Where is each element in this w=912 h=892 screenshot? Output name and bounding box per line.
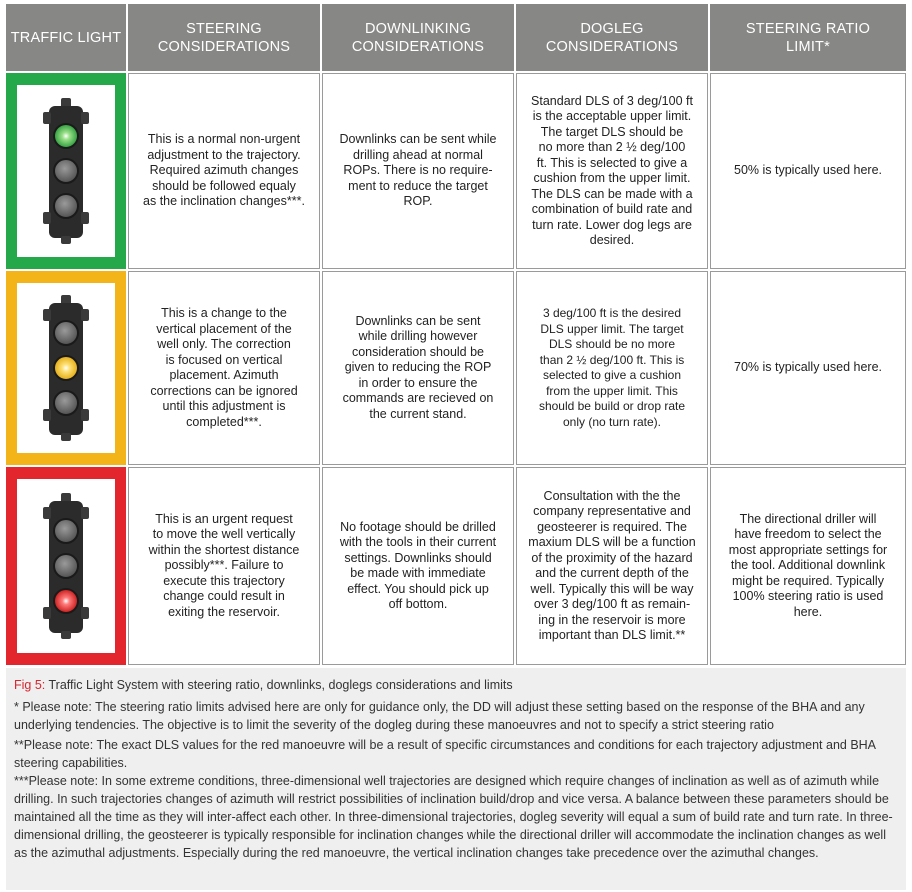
traffic-light-yellow-icon [41, 293, 91, 443]
row1-downlinking [322, 73, 514, 269]
row1-steering-text: This is a normal non-urgent adjustment to the trajectory. Required azimuth changes should be followed equaly as the inclination changes***. [143, 132, 305, 209]
row2-downlinking [322, 271, 514, 465]
note-steering-ratio: * Please note: The steering ratio limits advised here are only for guidance only, the DD will adjust these setting based on the response of the BHA and any underlying tendencies. The objective is to limit the severity of the dogleg during these manoeuvres and not to specify a strict steering ratio [14, 700, 865, 732]
header-downlinking-text: DOWNLINKING CONSIDERATIONS [351, 20, 485, 55]
traffic-light-frame [17, 283, 115, 453]
row3-dogleg [516, 467, 708, 665]
figure-caption [14, 678, 513, 692]
row3-steering [128, 467, 320, 665]
header-dogleg [516, 4, 708, 71]
row3-ratio-text: The directional driller will have freedom to select the most appropriate settings for the tool. Additional downlink might be required. Typically 100% steering ratio is used here. [728, 511, 888, 619]
row2-downlinking-text: Downlinks can be sent while drilling however consideration should be given to reducing the ROP in order to ensure the commands are recieved on the current stand. [342, 313, 494, 421]
row1-downlinking-text: Downlinks can be sent while drilling ahead at normal ROPs. There is no require- ment to reduce the target ROP. [339, 132, 497, 209]
traffic-light-red-icon [41, 491, 91, 641]
traffic-light-cell-red [6, 467, 126, 665]
row3-dogleg-text: Consultation with the the company representative and geosteerer is required. The maxium DLS will be a function of the proximity of the hazard and the current depth of the well. Typically this will be way over 3 deg/100 ft as remain- ing in the reservoir is more important than DLS limit.** [528, 488, 696, 642]
row2-steering-text: This is a change to the vertical placement of the well only. The correction is focused on vertical placement. Azimuth corrections can be ignored until this adjustment is completed***. [150, 306, 298, 429]
header-downlinking [322, 4, 514, 71]
row1-dogleg-text: Standard DLS of 3 deg/100 ft is the acceptable upper limit. The target DLS should be no more than 2 ½ deg/100 ft. This is selected to give a cushion from the upper limit. The DLS can be made with a combination of build rate and turn rate. Lower dog legs are desired. [531, 93, 693, 247]
note-three-dimensional: ***Please note: In some extreme conditions, three-dimensional well trajectories are designed which require changes of inclination as well as of azimuth while drilling. In such trajectories changes of azimuth will restrict possibilities of inclination build/drop and vice versa. A balance between these parameters should be maintained all the time as they will inter-affect each other. In three-dimensional trajectories, dogleg severity will equal a sum of build rate and turn rate. In three-dimensional drilling, the geosteerer is typically responsible for inclination changes while the directional driller will accommodate the inclination changes as well as the azimuthal adjustments. Especially during the red manoeuvre, the vertical inclination changes take precedence over the azimuthal changes. [14, 774, 893, 860]
caption-notes-area [6, 668, 906, 890]
row1-steering [128, 73, 320, 269]
figure-caption-label: Fig 5: [14, 678, 46, 692]
row1-ratio [710, 73, 906, 269]
row2-ratio [710, 271, 906, 465]
traffic-light-cell-yellow [6, 271, 126, 465]
traffic-light-cell-green [6, 73, 126, 269]
header-ratio-text: STEERING RATIO LIMIT* [745, 20, 871, 55]
row3-downlinking-text: No footage should be drilled with the tools in their current settings. Downlinks should be made with immediate effect. You should pick up off bottom. [339, 519, 497, 611]
header-steering-text: STEERING CONSIDERATIONS [157, 20, 291, 55]
row2-steering [128, 271, 320, 465]
row3-steering-text: This is an urgent request to move the well vertically within the shortest distance possibly***. Failure to execute this trajectory change could result in exiting the reservoir. [148, 511, 300, 619]
header-traffic-light-text: TRAFFIC LIGHT [10, 29, 122, 46]
row3-ratio [710, 467, 906, 665]
row2-ratio-text: 70% is typically used here. [734, 360, 882, 375]
header-dogleg-text: DOGLEG CONSIDERATIONS [545, 20, 679, 55]
header-ratio [710, 4, 906, 71]
header-steering [128, 4, 320, 71]
row1-dogleg [516, 73, 708, 269]
row1-ratio-text: 50% is typically used here. [734, 163, 882, 178]
header-traffic-light [6, 4, 126, 71]
row3-downlinking [322, 467, 514, 665]
figure-caption-text: Traffic Light System with steering ratio, downlinks, doglegs considerations and limits [45, 678, 513, 692]
traffic-light-green-icon [41, 96, 91, 246]
row2-dogleg [516, 271, 708, 465]
note-dls-values: **Please note: The exact DLS values for the red manoeuvre will be a result of specific circumstances and conditions for each trajectory adjustment and BHA steering capabilities. [14, 738, 876, 770]
traffic-light-frame [17, 479, 115, 653]
row2-dogleg-text: 3 deg/100 ft is the desired DLS upper limit. The target DLS should be no more than 2 ½ deg/100 ft. This is selected to give a cushion from the upper limit. This should be build or drop rate only (no turn rate). [538, 306, 686, 429]
traffic-light-frame [17, 85, 115, 257]
